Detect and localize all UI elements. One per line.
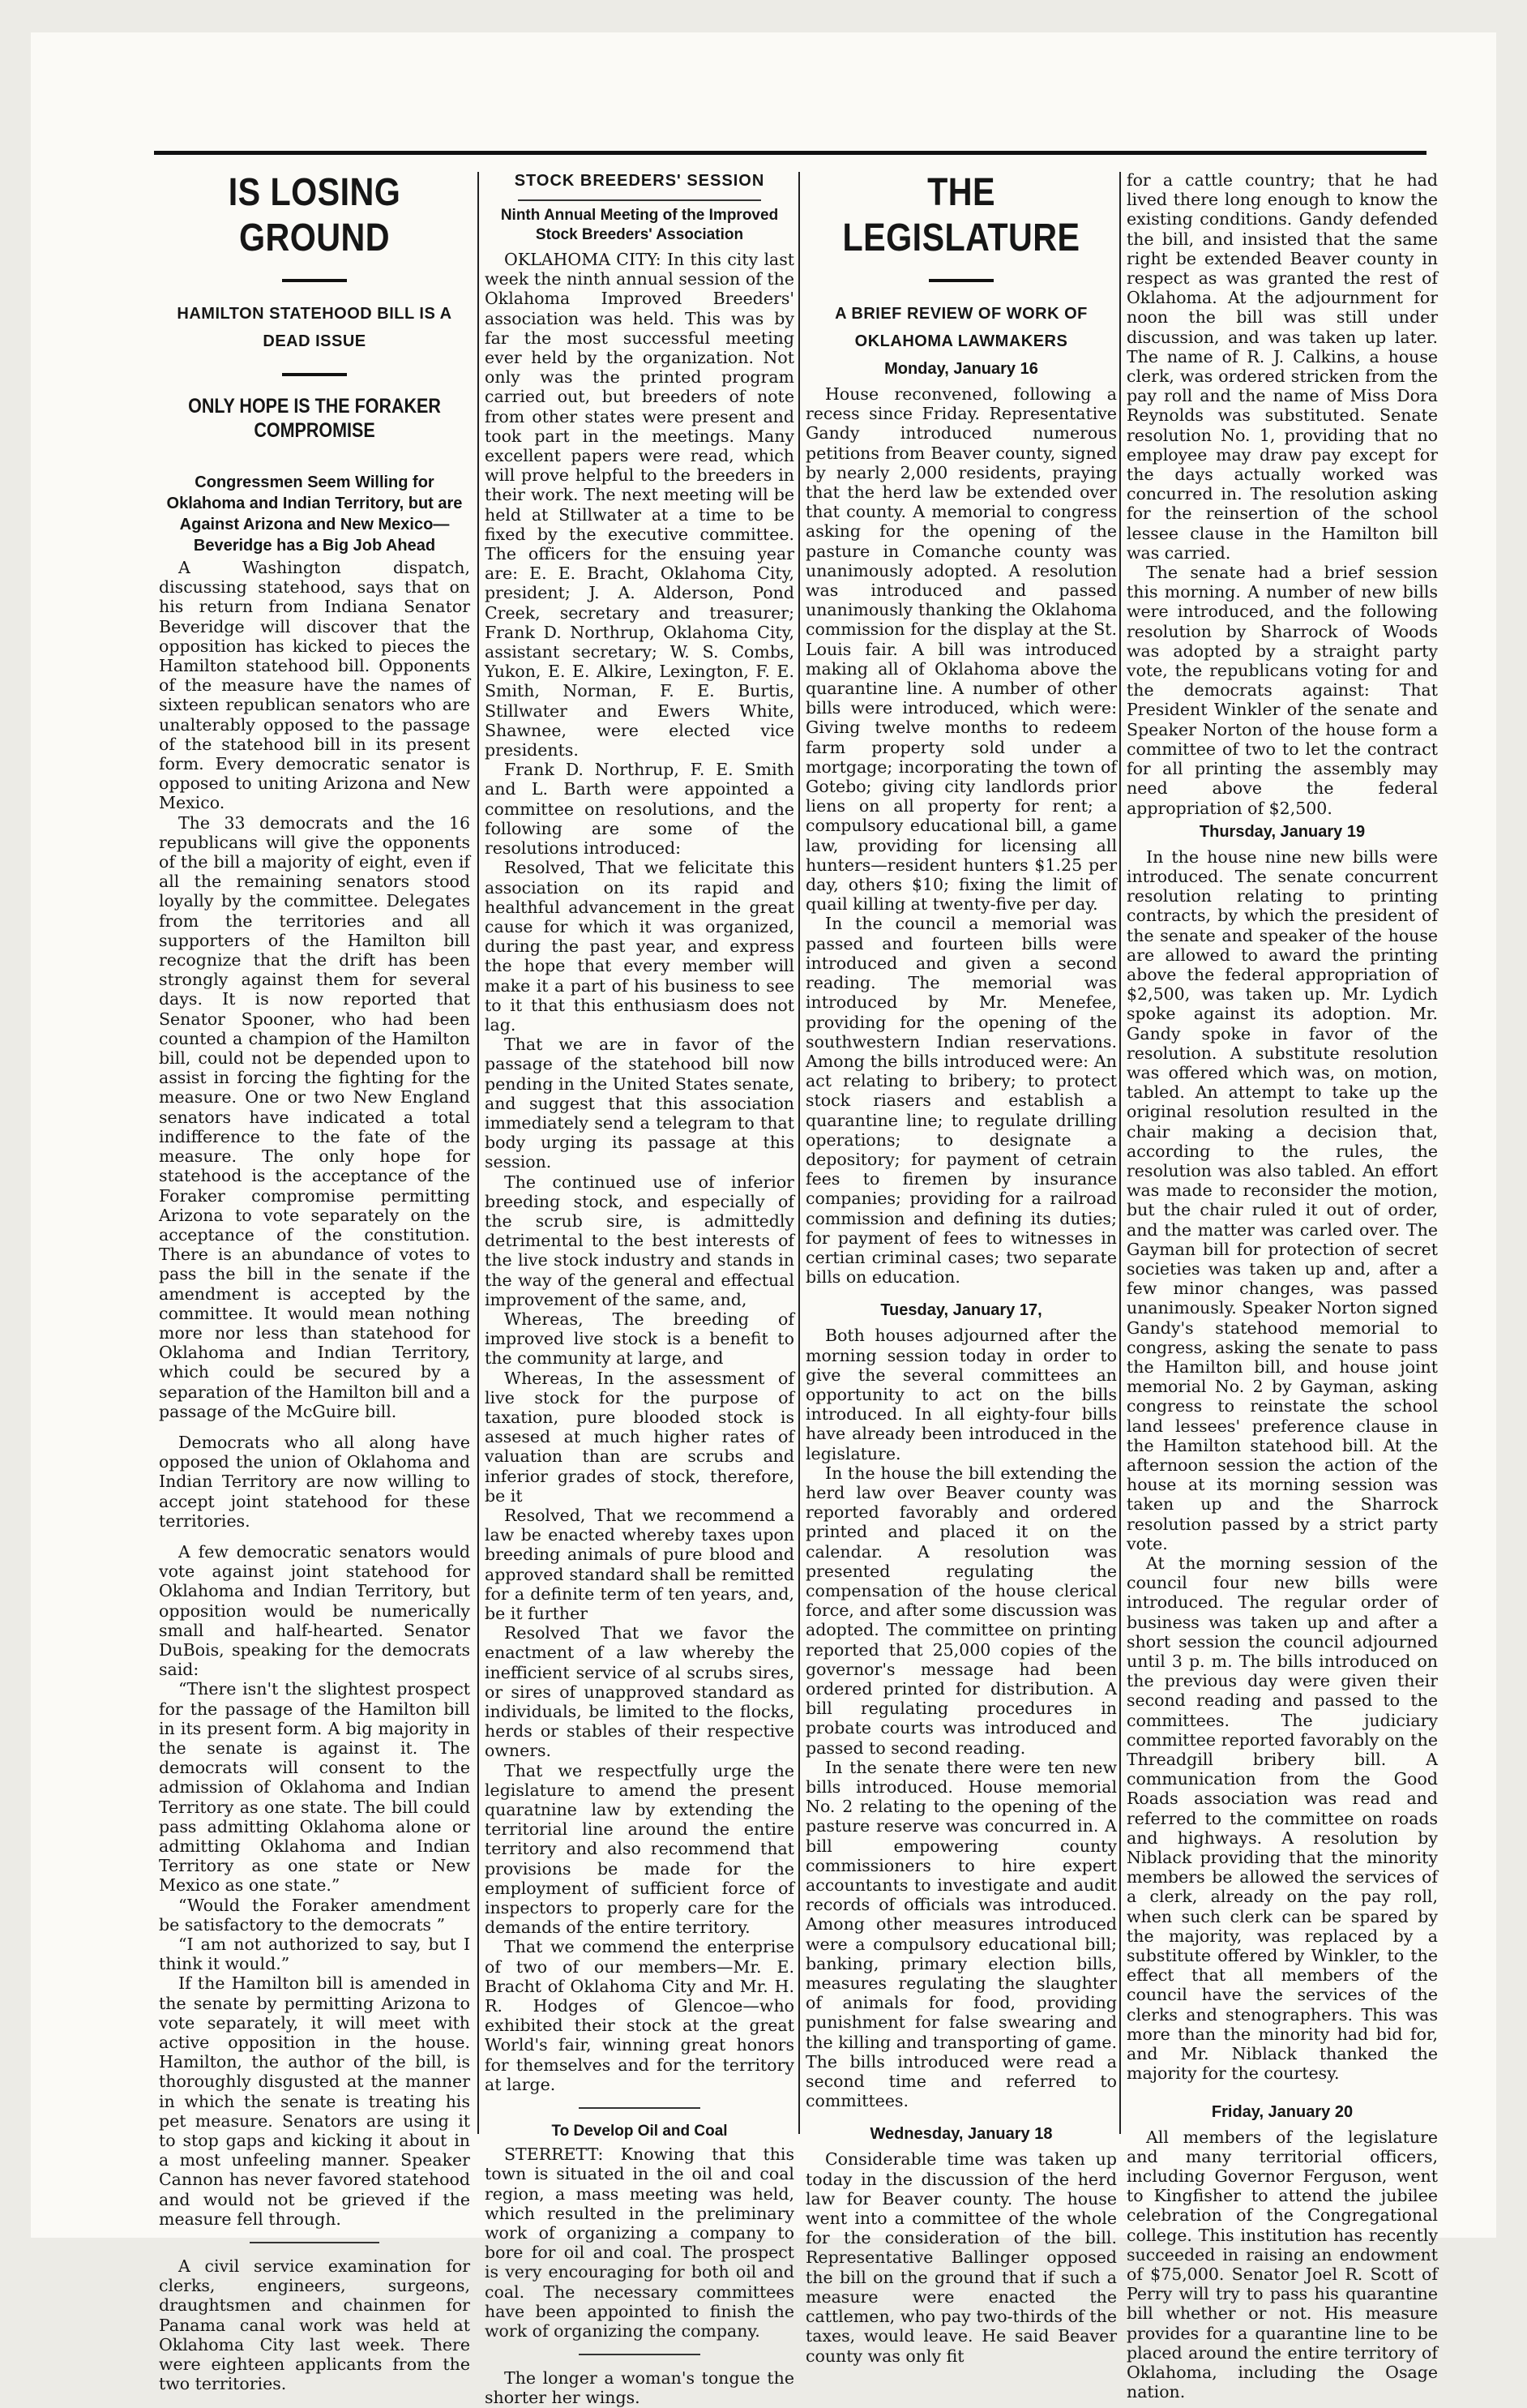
paragraph: “There isn't the slightest prospect for the passage of the Hamilton bill in its present form. A big majority in the senate is against it. The democrats will consent to the admission of Oklahoma and Indian Territory as one state. The bill could pass admitting Oklahoma alone or admitting Oklahoma and Indian Territory as one state or New Mexico as one state.” [159, 1679, 470, 1896]
paragraph: Democrats who all along have opposed the union of Oklahoma and Indian Territory are now willing to accept joint statehood for these territories. [159, 1432, 470, 1531]
paragraph: That we are in favor of the passage of the statehood bill now pending in the United States senate, and suggest that this association immediately send a telegram to that body urging its passage at this session. [485, 1035, 794, 1172]
headline-losing-ground: IS LOSING GROUND [228, 171, 401, 259]
civil-service-item: A civil service examination for clerks, engineers, surgeons, draughtsmen and chainmen for Panama canal work was held at Oklahoma City last week. There were eighteen applicants from the two territories. [159, 2256, 470, 2394]
paragraph: All members of the legislature and many territorial officers, including Governor Ferguson, went to Kingfisher to attend the jubilee celebration of the Congregational college. This institution has recently succeeded in raising an endowment of $75,000. Senator Joel R. Scott of Perry will try to pass his quarantine bill whether or not. His measure provides for a quarantine line to be placed around the entire territory of Oklahoma, including the Osage nation. [1127, 2127, 1438, 2402]
top-rule [154, 151, 1426, 155]
day-heading-thursday: Thursday, January 19 [1199, 822, 1366, 841]
divider [579, 2354, 700, 2355]
day-heading-friday: Friday, January 20 [1211, 2102, 1354, 2121]
column-rule [798, 172, 800, 2134]
divider [282, 279, 347, 282]
paragraph: for a cattle country; that he had lived there long enough to know the existing conditions. Gandy defended the bill, and insisted that the same right be extended Beaver county in respect as was granted the rest of Oklahoma. At the adjournment for noon the bill was still under discussion, and was taken up later. The name of R. J. Calkins, a house clerk, was ordered stricken from the pay roll and the name of Miss Dora Reynolds was substituted. Senate resolution No. 1, providing that no employee may draw pay except for the days actually worked was concurred in. The resolution asking for the reinsertion of the school lessee clause in the Hamilton bill was carried. [1127, 170, 1438, 563]
article-deck: Congressmen Seem Willing for Oklahoma and Indian Territory, but are Against Arizona and New Mexico—Beveridge has a Big Job Ahead [166, 473, 463, 555]
day-heading-monday: Monday, January 16 [884, 360, 1038, 378]
subhead-foraker: ONLY HOPE IS THE FORAKER COMPROMISE [188, 395, 441, 442]
column-rule [1119, 172, 1121, 2134]
column-legislature [806, 170, 1117, 2366]
paragraph: Resolved, That we felicitate this association on its rapid and healthful advancement in the great cause for which it was organized, during the past year, and express the hope that every member will make it a part of his business to see to it that this enthusiasm does not lag. [485, 858, 794, 1035]
paragraph: A Washington dispatch, discussing statehood, says that on his return from Indiana Senator Beveridge will discover that the opposition has kicked to pieces the Hamilton statehood bill. Opponents of the measure have the names of sixteen republican senators who are unalterably opposed to the passage of the statehood bill in its present form. Every democratic senator is opposed to uniting Arizona and New Mexico. [159, 558, 470, 813]
filler-item: The longer a woman's tongue the shorter her wings. [485, 2368, 794, 2408]
paragraph: Considerable time was taken up today in the discussion of the herd law for Beaver county. The house went into a committee of the whole for the consideration of the bill. Representative Ballinger opposed the bill on the ground that if such a measure were enacted the cattlemen, who pay two-thirds of the taxes, would leave. He said Beaver county was only fit [806, 2149, 1117, 2366]
paragraph: The 33 democrats and the 16 republicans will give the opponents of the bill a majority of eight, even if all the remaining senators stood loyally by the committee. Delegates from the territories and all supporters of the Hamilton bill recognize that the drift has been strongly against them for several days. It is now reported that Senator Spooner, who had been counted a champion of the Hamilton bill, could not be depended upon to assist in forcing the fighting for the measure. One or two New England senators have indicated a total indifference to the fate of the measure. The only hope for statehood is the acceptance of the Foraker compromise permitting Arizona to vote separately on the acceptance of the constitution. There is an abundance of votes to pass the bill in the senate if the amendment is accepted by the committee. It would mean nothing more nor less than statehood for Oklahoma and Indian Territory, which could be secured by a separation of the Hamilton bill and a passage of the McGuire bill. [159, 812, 470, 1421]
paragraph: STERRETT: Knowing that this town is situated in the oil and coal region, a mass meeting was held, which resulted in the preliminary work of organizing a company to bore for oil and coal. The prospect is very encouraging for both oil and coal. The necessary committees have been appointed to finish the work of organizing the company. [485, 2144, 794, 2341]
paragraph: That we commend the enterprise of two of our members—Mr. E. Bracht of Oklahoma City and Mr. H. R. Hodges of Glencoe—who exhibited their stock at the great World's fair, winning great honors for themselves and for the territory at large. [485, 1937, 794, 2094]
day-heading-tuesday: Tuesday, January 17, [880, 1301, 1042, 1320]
paragraph: Whereas, The breeding of improved live stock is a benefit to the community at large, and [485, 1309, 794, 1369]
paragraph: Resolved, That we recommend a law be enacted whereby taxes upon breeding animals of pure blood and approved standard shall be remitted for a definite term of ten years, and, be it further [485, 1506, 794, 1624]
paragraph: Whereas, In the assessment of live stock for the purpose of taxation, pure blooded stock is assesed at much higher rates of valuation than are scrubs and inferior grades of stock, therefore, be it [485, 1368, 794, 1506]
paragraph: “I am not authorized to say, but I think it would.” [159, 1935, 470, 1974]
column-legislature-continued [1127, 170, 1438, 2402]
column-rule [477, 172, 479, 2134]
divider [282, 373, 347, 376]
paragraph: In the house the bill extending the herd law over Beaver county was reported favorably and ordered printed and placed it on the calendar. A resolution was presented regulating the compensation of the house clerical force, and after some discussion was adopted. The committee on printing reported that 25,000 copies of the governor's message had been ordered printed for distribution. A bill regulating procedures in probate courts was introduced and passed to second reading. [806, 1463, 1117, 1758]
paragraph: At the morning session of the council four new bills were introduced. The regular order of business was taken up and after a short session the council adjourned until 3 p. m. The bills introduced on the previous day were given their second reading and passed to the committees. The judiciary committee reported favorably on the Threadgill bribery bill. A communication from the Good Roads association was read and referred to the committee on roads and highways. A resolution by Niblack providing that the minority members be allowed the services of a clerk, already on the pay roll, when such clerk can be spared by the majority, was replaced by a substitute offered by Winkler, to the effect that all members of the council have the services of the clerks and stenographers. This was more than the minority had bid for, and Mr. Niblack thanked the majority for the courtesy. [1127, 1553, 1438, 2084]
paragraph: That we respectfully urge the legislature to amend the present quaratnine law by extending the territorial line around the entire territory and also recommend that provisions be made for the employment of sufficient force of inspectors to properly care for the demands of the entire territory. [485, 1760, 794, 1938]
paragraph: Frank D. Northrup, F. E. Smith and L. Barth were appointed a committee on resolutions, and the following are some of the resolutions introduced: [485, 760, 794, 859]
section-deck: Ninth Annual Meeting of the Improved Stock Breeders' Association [500, 207, 779, 243]
paragraph: “Would the Foraker amendment be satisfactory to the democrats ” [159, 1895, 470, 1935]
column-stock-breeders [485, 170, 794, 2408]
paragraph: A few democratic senators would vote against joint statehood for Oklahoma and Indian Territory, but opposition would be numerically small and half-hearted. Senator DuBois, speaking for the democrats said: [159, 1541, 470, 1680]
column-statehood [159, 170, 470, 2394]
paragraph: OKLAHOMA CITY: In this city last week the ninth annual session of the Oklahoma Improved Breeders' association was held. This was by far the most successful meeting ever held by the organization. Not only was the printed program carried out, but breeders of note from other states were present and took part in the meetings. Many excellent papers were read, which will prove helpful to the breeders in their work. The next meeting will be held at Stillwater at a time to be fixed by the executive committee. The officers for the ensuing year are: E. E. Bracht, Oklahoma City, president; J. A. Alderson, Pond Creek, secretary and treasurer; Frank D. Northrup, Oklahoma City, assistant secretary; W. S. Combs, Yukon, E. E. Alkire, Lexington, F. E. Smith, Norman, F. E. Burtis, Stillwater and Ewers White, Shawnee, were elected vice presidents. [485, 250, 794, 761]
section-title-stock-breeders: STOCK BREEDERS' SESSION [514, 172, 765, 190]
paragraph: In the senate there were ten new bills introduced. House memorial No. 2 relating to the opening of the pasture reserve was concurred in. A bill empowering county commissioners to hire expert accountants to investigate and audit records of officials was introduced. Among other measures introduced were a compulsory educational bill; banking, primary election bills, measures regulating the slaughter of animals for food, providing punishment for false swearing and the killing and transporting of game. The bills introduced were read a second time and referred to committees. [806, 1757, 1117, 2111]
headline-legislature: THE LEGISLATURE [842, 171, 1080, 259]
paragraph: In the house nine new bills were introduced. The senate concurrent resolution relating to printing contracts, by which the president of the senate and speaker of the house are allowed to award the printing above the federal appropriation of $2,500, was taken up. Mr. Lydich spoke against its adoption. Mr. Gandy spoke in favor of the resolution. A substitute resolution was offered which was, on motion, tabled. An attempt to take up the original resolution resulted in the chair making a decision that, according to the rules, the resolution was also tabled. An effort was made to reconsider the motion, but the chair ruled it out of order, and the matter was carled over. The Gayman bill for protection of secret societies was taken up and, after a few minor changes, was passed unanimously. Speaker Norton signed Gandy's statehood memorial to congress, asking the senate to pass the Hamilton bill, and house joint memorial No. 2 by Gayman, asking congress to reinstate the school land lessees' preference clause in the Hamilton statehood bill. At the afternoon session the action of the house at its morning session was taken up and the Sharrock resolution passed by a strict party vote. [1127, 846, 1438, 1553]
divider [250, 2242, 379, 2243]
paragraph: The continued use of inferior breeding stock, and especially of the scrub sire, is admittedly detrimental to the best interests of the live stock industry and stands in the way of the general and effectual improvement of the same, and, [485, 1172, 794, 1309]
paragraph: In the council a memorial was passed and fourteen bills were introduced and given a second reading. The memorial was introduced by Mr. Menefee, providing for the opening of the southwestern Indian reservations. Among the bills introduced were: An act relating to bribery; to protect stock riasers and establish a quarantine line; to regulate drilling operations; to designate a depository; for payment of cetrain fees to firemen by insurance companies; providing for a railroad commission and defining its duties; for payment of fees to witnesses in certian criminal cases; two separate bills on education. [806, 914, 1117, 1288]
divider [518, 199, 761, 201]
paragraph: House reconvened, following a recess since Friday. Representative Gandy introduced numerous petitions from Beaver county, signed by nearly 2,000 residents, praying that the herd law be extended over that county. A memorial to congress asking for the opening of the pasture in Comanche county was unanimously adopted. A resolution was introduced and passed unanimously thanking the Oklahoma commission for the display at the St. Louis fair. A bill was introduced making all of Oklahoma above the quarantine line. A number of other bills were introduced, which were: Giving twelve months to redeem farm property sold under a mortgage; incorporating the town of Gotebo; giving city landlords prior liens on all property for rent; a compulsory educational bill, a game law, providing for licensing all hunters—resident hunters $1.25 per day, others $10; fixing the limit of quail killing at twenty-five per day. [806, 384, 1117, 915]
paragraph: The senate had a brief session this morning. A number of new bills were introduced, and the following resolution by Sharrock of Woods was adopted by a straight party vote, the republicans voting for and the democrats against: That President Winkler of the senate and Speaker Norton of the house form a committee of two to let the contract for all printing the assembly may need above the federal appropriation of $2,500. [1127, 563, 1438, 818]
divider [579, 2107, 700, 2109]
paragraph: Both houses adjourned after the morning session today in order to give the several committees an opportunity to act on the bills introduced. In all eighty-four bills have already been introduced in the legislature. [806, 1326, 1117, 1463]
subhead-oil-coal: To Develop Oil and Coal [551, 2123, 728, 2140]
paragraph: If the Hamilton bill is amended in the senate by permitting Arizona to vote separately, it will meet with active opposition in the house. Hamilton, the author of the bill, is thoroughly disgusted at the manner in which the senate is treating his pet measure. Senators are using it to stop gaps and kicking it about in a most unfeeling manner. Speaker Cannon has never favored statehood and would not be grieved if the measure fell through. [159, 1973, 470, 2229]
day-heading-wednesday: Wednesday, January 18 [870, 2125, 1053, 2144]
subhead-hamilton-bill: HAMILTON STATEHOOD BILL IS A DEAD ISSUE [177, 305, 452, 350]
paragraph: Resolved That we favor the enactment of a law whereby the inefficient service of al scrubs sires, or sires of unapproved standard as individuals, be limited to the flocks, herds or stables of their respective owners. [485, 1623, 794, 1761]
divider [929, 279, 994, 282]
subhead-lawmakers: A BRIEF REVIEW OF WORK OF OKLAHOMA LAWMAKERS [835, 305, 1088, 350]
